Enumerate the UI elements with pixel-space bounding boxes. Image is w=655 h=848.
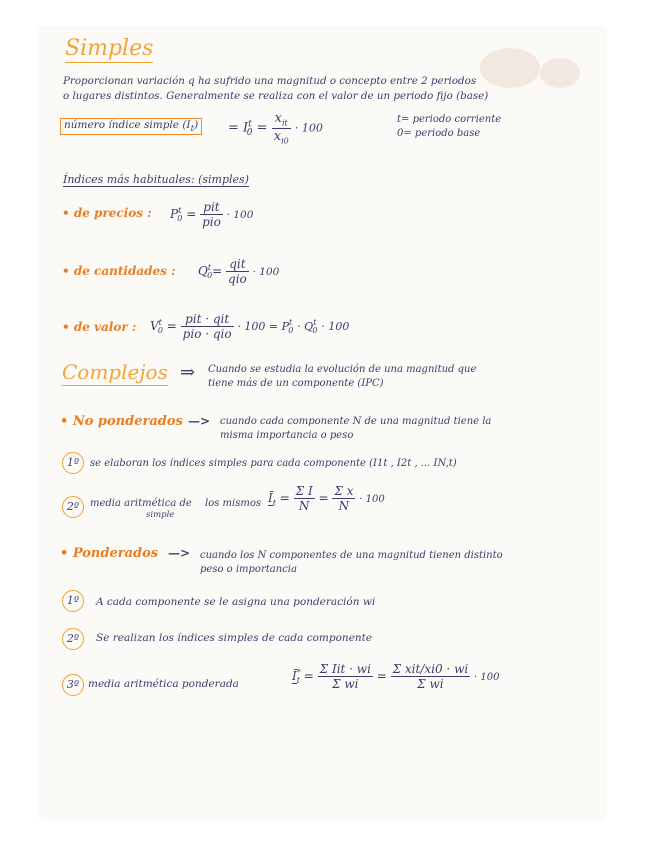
step-1-tail: 1t , I2t , ... IN,t)	[377, 458, 457, 469]
step-2-den-1: N	[298, 499, 310, 513]
formula-precios: $P^t_0$ = $\frac{\text{pit}}{\text{pio}}$ · 100	[170, 200, 254, 229]
cantidades-num: qit	[226, 257, 249, 272]
note-periodo-base: 0= periodo base	[397, 128, 481, 139]
intro-line-2: o lugares distintos. Generalmente se realiza con el valor de un periodo fijo (base)	[63, 90, 489, 102]
step-2-fraction-2	[332, 484, 355, 513]
notebook-page	[40, 28, 605, 818]
formula-sub: 0	[246, 128, 253, 139]
stain-mark	[480, 48, 540, 88]
step-2-sub: simple	[146, 510, 175, 520]
complejos-arrow: ⇒	[180, 362, 196, 383]
ponderados-line-2: peso o importancia	[200, 564, 297, 575]
step-1-text	[90, 458, 457, 469]
formula-valor: $V^t_0$ = $\frac{\text{pit · qit}}{\text{pio · qio}}$ · $100 = P^t_0 \cdot Q^t_0 \cdot 100$	[150, 312, 350, 341]
step-2-tail: · 100	[359, 494, 385, 505]
valor-fraction	[181, 312, 234, 341]
formula-num: x	[274, 111, 282, 126]
p3-den-1: Σ wi	[332, 677, 359, 691]
boxed-label-sub: t	[190, 124, 195, 135]
formula-tail: · 100	[294, 121, 323, 135]
complejos-desc-2: tiene más de un componente (IPC)	[208, 378, 384, 389]
step-2-fraction-1	[294, 484, 315, 513]
cantidades-fraction	[226, 257, 249, 286]
valor-den: pio · qio	[182, 327, 232, 341]
p3-tail: · 100	[474, 672, 500, 683]
heading-habituales: Índices más habituales: (simples)	[63, 173, 249, 186]
step-2-lhs: Ī	[268, 491, 273, 505]
formula-den: x	[273, 128, 282, 144]
cantidades-tail: · 100	[252, 266, 280, 278]
formula-den-sub: i0	[281, 136, 289, 146]
valor-lhs: V	[150, 319, 159, 333]
precios-lhs: P	[170, 207, 179, 221]
no-ponderados-arrow: —>	[188, 414, 211, 428]
complejos-desc-1: Cuando se estudia la evolución de una magnitud que	[208, 364, 477, 375]
pond-step-1-badge: 1º	[62, 590, 84, 612]
note-periodo-corriente: t= periodo corriente	[397, 114, 502, 125]
precios-num: pit	[200, 200, 223, 215]
step-2-num-2: Σ x	[334, 484, 354, 498]
label-precios: • de precios :	[62, 206, 152, 220]
valor-tail2: · Q	[297, 320, 314, 333]
pond-step-3-formula: $Ī^*_t$ = $\frac{\text{Σ Iit · wi}}{\text{Σ wi}}$ = $\frac{\text{Σ xit/xi0 · wi}}{\text{Σ wi}}$ · 100	[292, 662, 500, 691]
label-valor: • de valor :	[62, 320, 137, 334]
label-cantidades: • de cantidades :	[62, 264, 176, 278]
precios-fraction	[200, 200, 223, 229]
precios-den: pio	[202, 215, 221, 229]
step-2-formula: $Ī_t$ = $\frac{\text{Σ I}}{N}$ = $\frac{\text{Σ x}}{N}$ · 100	[268, 484, 385, 513]
intro-line-1: Proporcionan variación q ha sufrido una magnitud o concepto entre 2 periodos	[63, 75, 477, 87]
pond-step-3-badge: 3º	[62, 674, 84, 696]
pond-step-3-text: media aritmética ponderada	[88, 678, 239, 690]
p3-den-2: Σ wi	[417, 677, 444, 691]
step-1-label: se elaboran los índices simples para cada componente (I	[90, 458, 378, 469]
section-title-complejos: Complejos	[62, 360, 168, 384]
step-1-badge: 1º	[62, 452, 84, 474]
formula-num-sub: it	[282, 118, 288, 128]
boxed-label-close: )	[194, 119, 199, 131]
step-2-den-2: N	[338, 499, 350, 513]
label-no-ponderados: • No ponderados	[60, 414, 183, 429]
valor-tail3: · 100	[321, 320, 350, 333]
formula-sup: t	[248, 119, 252, 130]
stain-mark	[540, 58, 580, 88]
step-2-text: media aritmética de	[90, 498, 192, 509]
cantidades-lhs: Q	[198, 264, 208, 278]
section-title-simples: Simples	[65, 36, 154, 61]
precios-tail: · 100	[226, 209, 254, 221]
no-ponderados-line-1: cuando cada componente N de una magnitud tiene la	[220, 416, 492, 427]
pond-step-2-text: Se realizan los índices simples de cada componente	[96, 632, 373, 644]
step-2-badge: 2º	[62, 496, 84, 518]
step-2-text-2: los mismos	[205, 498, 261, 509]
p3-lhs: Ī	[292, 669, 297, 683]
p3-fraction-2	[391, 662, 471, 691]
formula-eq: =	[256, 120, 268, 136]
valor-num: pit · qit	[181, 312, 234, 327]
formula-cantidades: $Q^t_0=$ $\frac{\text{qit}}{\text{qio}}$ · 100	[198, 257, 280, 286]
cantidades-den: qio	[228, 272, 247, 286]
ponderados-line-1: cuando los N componentes de una magnitud tienen distinto	[200, 550, 503, 561]
ponderados-arrow: —>	[168, 546, 191, 560]
formula-fraction	[272, 111, 291, 145]
no-ponderados-line-2: misma importancia o peso	[220, 430, 354, 441]
p3-num-1: Σ Iit · wi	[319, 662, 371, 676]
boxed-label	[60, 118, 202, 135]
valor-tail: · 100 = P	[237, 320, 290, 333]
pond-step-1-text: A cada componente se le asigna una ponderación wi	[96, 596, 376, 608]
p3-num-2: Σ xit/xi0 · wi	[392, 662, 469, 676]
formula-lhs: = I	[228, 120, 249, 136]
boxed-label-text: número índice simple (I	[64, 119, 191, 131]
simple-index-formula	[228, 111, 323, 145]
label-ponderados: • Ponderados	[60, 546, 159, 561]
pond-step-2-badge: 2º	[62, 628, 84, 650]
p3-fraction-1	[318, 662, 373, 691]
step-2-num-1: Σ I	[295, 484, 313, 498]
